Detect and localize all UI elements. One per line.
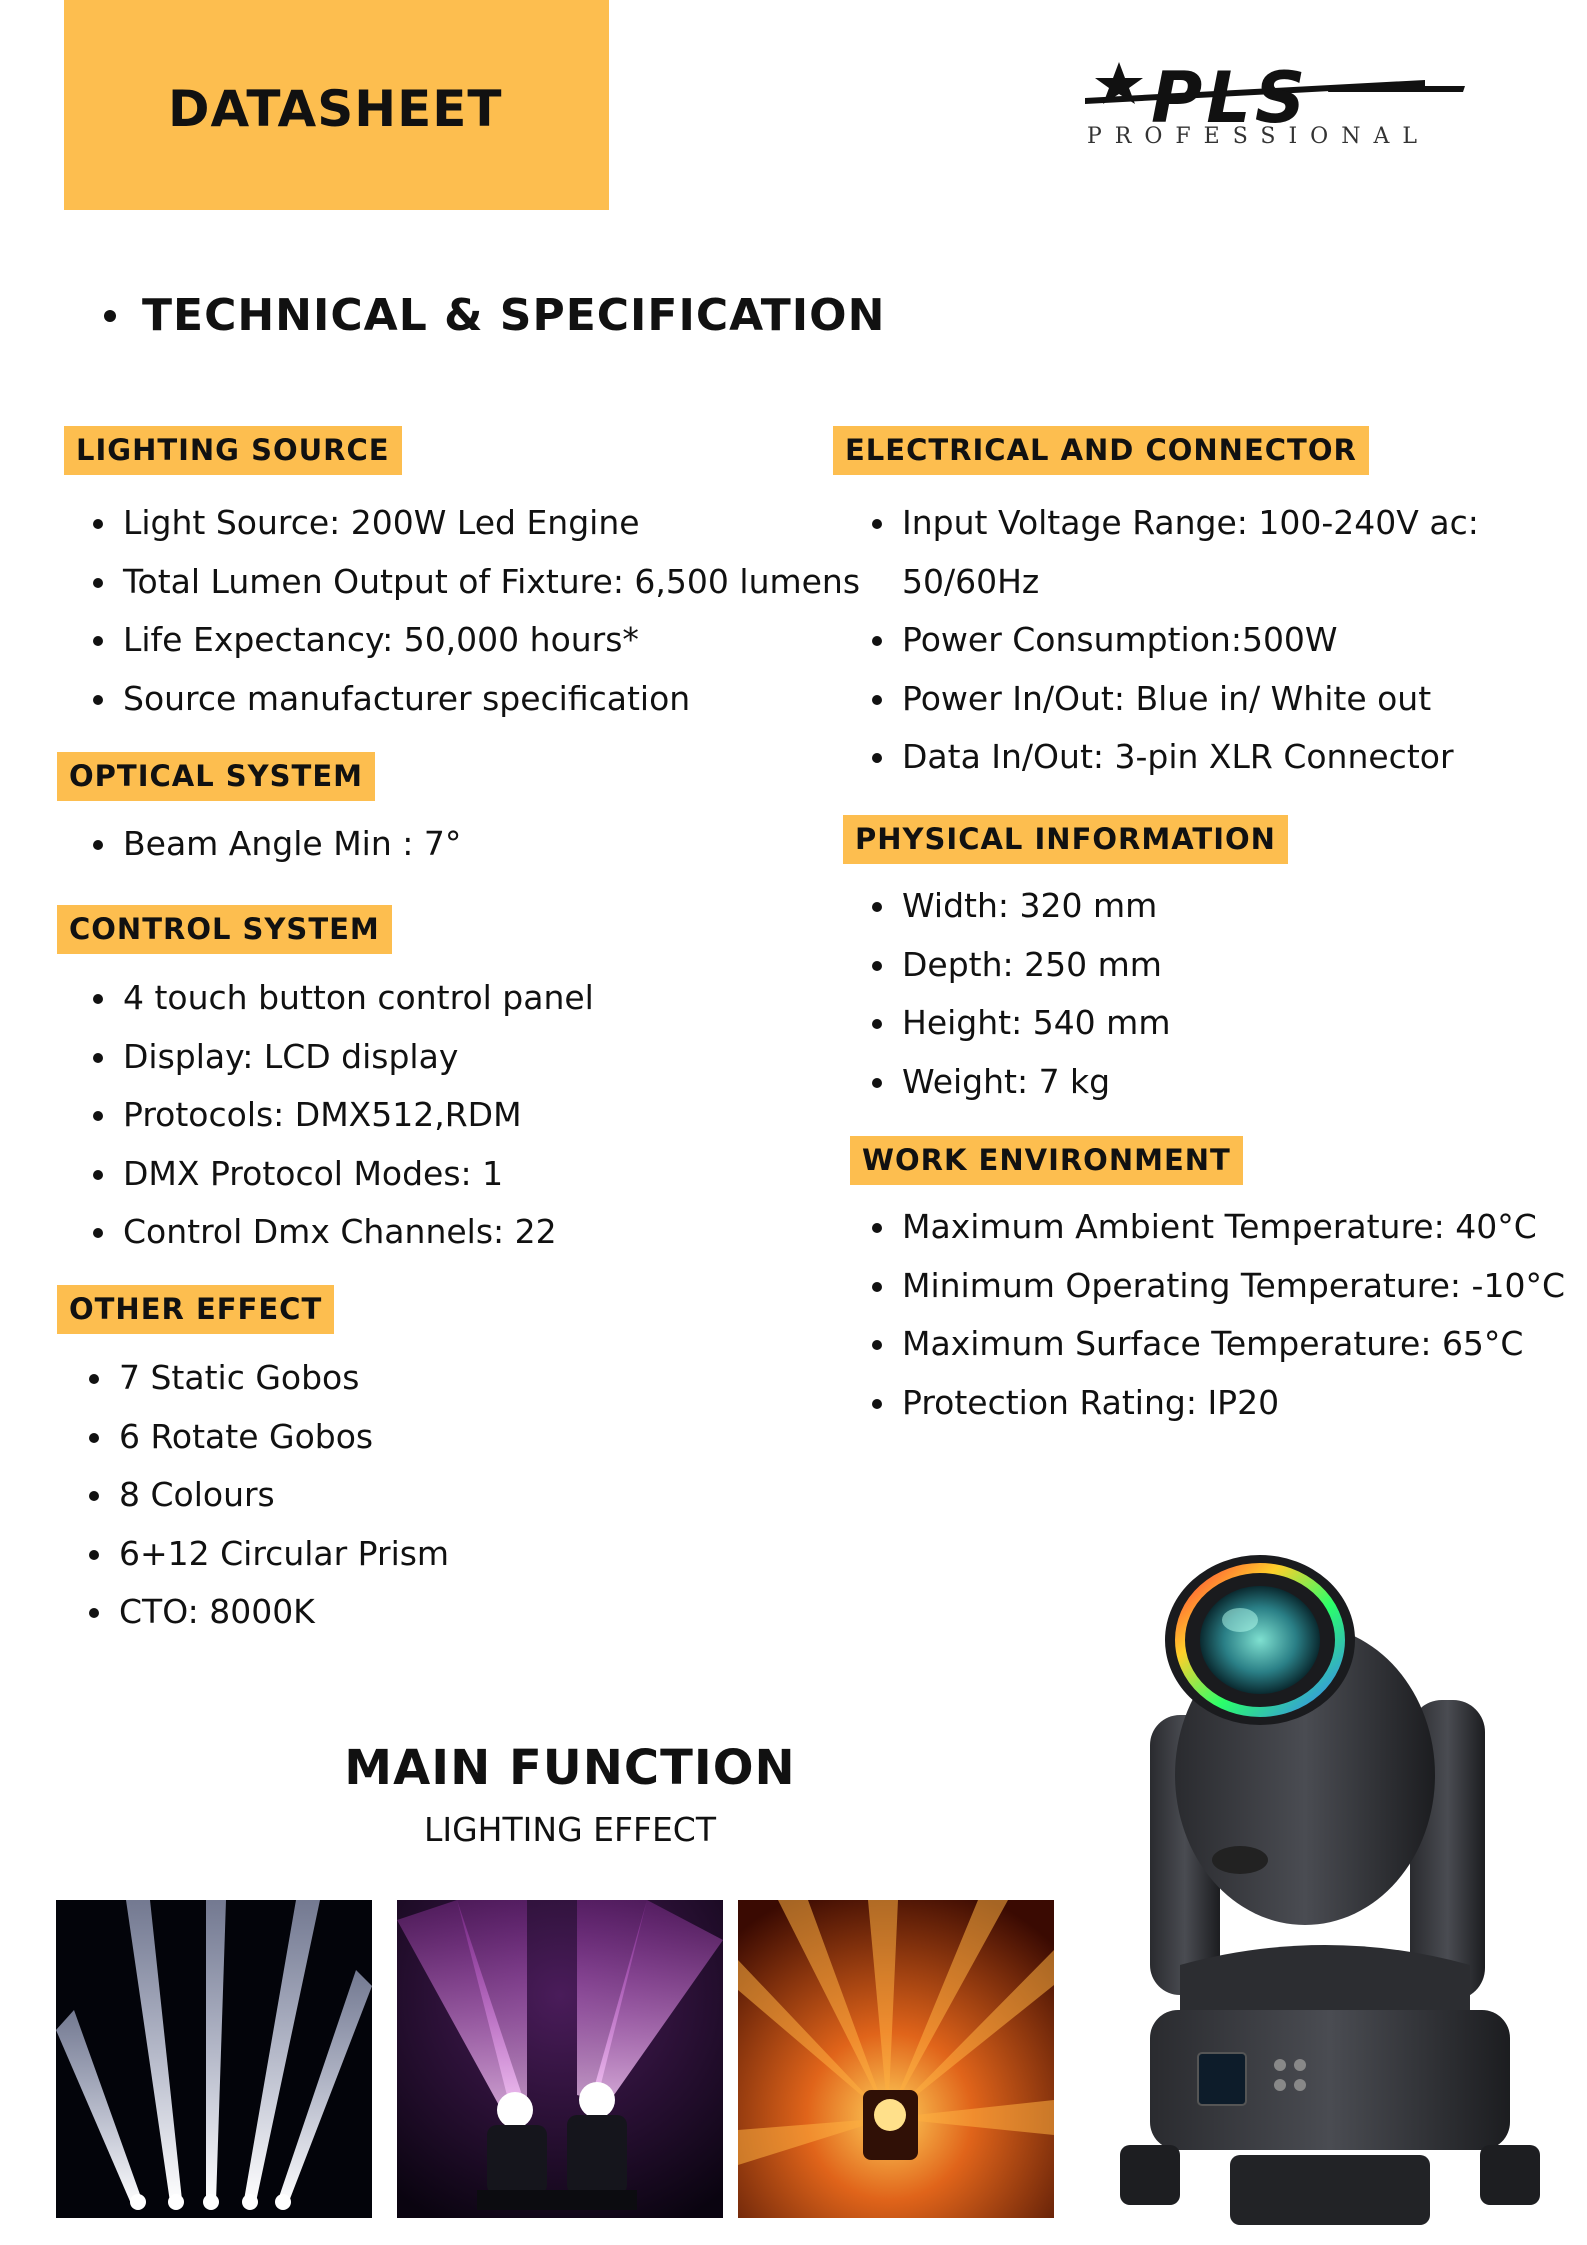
list-item: 4 touch button control panel [93,969,594,1028]
list-item: Beam Angle Min : 7° [93,815,461,874]
section-title-electrical: ELECTRICAL AND CONNECTOR [833,426,1369,475]
list-item: CTO: 8000K [89,1583,449,1642]
logo-text: PROFESSIONAL [1087,124,1430,149]
list-item: Height: 540 mm [872,994,1170,1053]
optical-system-list [93,815,461,874]
section-title-lighting-source: LIGHTING SOURCE [64,426,402,475]
section-title-physical: PHYSICAL INFORMATION [843,815,1288,864]
main-function-subtitle: LIGHTING EFFECT [423,1810,716,1849]
moving-head-fixture-image [1110,1545,1550,2235]
list-item: Display: LCD display [93,1028,594,1087]
list-item: 6+12 Circular Prism [89,1525,449,1584]
physical-list [872,877,1170,1111]
section-title-control-system: CONTROL SYSTEM [57,905,392,954]
list-item: Power Consumption:500W [872,611,1479,670]
list-item: Depth: 250 mm [872,936,1170,995]
svg-text:PLS: PLS [1151,60,1310,139]
list-item: Data In/Out: 3-pin XLR Connector [872,728,1479,787]
list-item: Maximum Surface Temperature: 65°C [872,1315,1565,1374]
electrical-list [872,494,1479,787]
list-item: Total Lumen Output of Fixture: 6,500 lumens [93,553,860,612]
purple-beams-photo [397,1900,723,2218]
list-item: Minimum Operating Temperature: -10°C [872,1257,1565,1316]
list-item: 8 Colours [89,1466,449,1525]
list-item: Protocols: DMX512,RDM [93,1086,594,1145]
control-system-list [93,969,594,1262]
other-effect-list [89,1349,449,1642]
list-item: 7 Static Gobos [89,1349,449,1408]
section-title-work-environment: WORK ENVIRONMENT [850,1136,1243,1185]
list-item: DMX Protocol Modes: 1 [93,1145,594,1204]
section-title-optical-system: OPTICAL SYSTEM [57,752,375,801]
list-item: 6 Rotate Gobos [89,1408,449,1467]
list-item: Width: 320 mm [872,877,1170,936]
section-title-other-effect: OTHER EFFECT [57,1285,334,1334]
list-item: Power In/Out: Blue in/ White out [872,670,1479,729]
technical-heading-text: TECHNICAL & SPECIFICATION [142,290,886,341]
list-item-continuation: 50/60Hz [902,561,1040,601]
datasheet-title: DATASHEET [168,80,503,138]
list-item: Protection Rating: IP20 [872,1374,1565,1433]
list-item: Control Dmx Channels: 22 [93,1203,594,1262]
bullet-icon [104,310,116,322]
list-item: Weight: 7 kg [872,1053,1170,1112]
environment-list [872,1198,1565,1432]
main-function-title: MAIN FUNCTION [344,1740,796,1796]
orange-beams-photo [738,1900,1054,2218]
white-beams-photo [56,1900,372,2218]
list-item: Maximum Ambient Temperature: 40°C [872,1198,1565,1257]
list-item: Input Voltage Range: 100-240V ac: [872,494,1479,553]
technical-heading [104,290,885,341]
list-item: Life Expectancy: 50,000 hours* [93,611,860,670]
lighting-source-list [93,494,860,728]
list-item: Source manufacturer specification [93,670,860,729]
list-item: Light Source: 200W Led Engine [93,494,860,553]
